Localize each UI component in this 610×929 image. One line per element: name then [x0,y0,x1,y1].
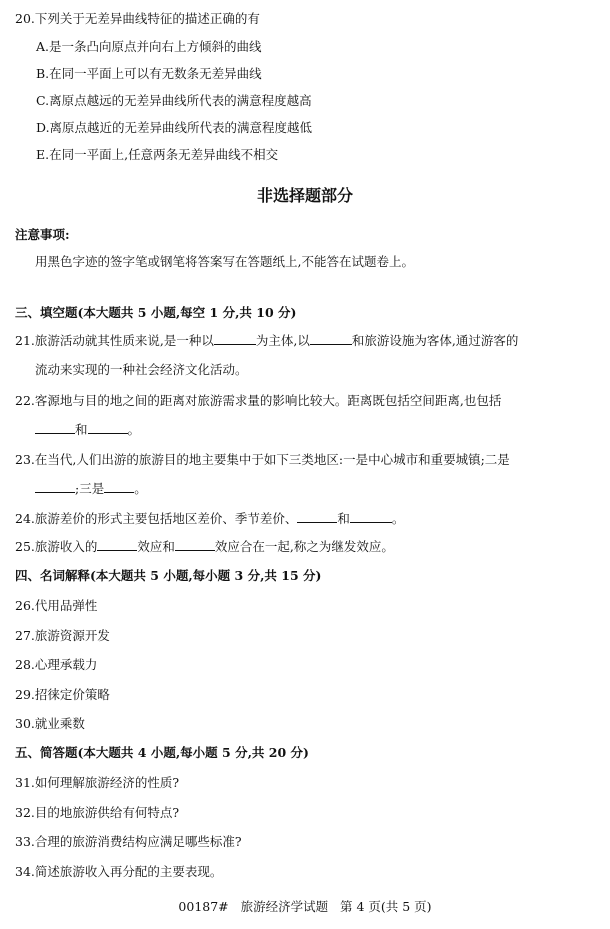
q33: 33.合理的旅游消费结构应满足哪些标准? [15,834,242,849]
q23-line1: 23.在当代,人们出游的旅游目的地主要集中于如下三类地区:一是中心城市和重要城镇;二是 [15,452,510,467]
q30: 30.就业乘数 [15,716,85,731]
q20-option-d: D.离原点越近的无差异曲线所代表的满意程度越低 [36,120,313,135]
notice-heading: 注意事项: [15,227,70,242]
q22-text-b: 和 [75,422,88,437]
q24-text-a: 24.旅游差价的形式主要包括地区差价、季节差价、 [15,511,298,526]
q21-text-c: 和旅游设施为客体,通过游客的 [351,333,519,348]
part3-heading: 三、填空题(本大题共 5 小题,每空 1 分,共 10 分) [15,305,297,320]
q32: 32.目的地旅游供给有何特点? [15,805,180,820]
q23-line2 [35,480,147,498]
q22-blank-1[interactable] [35,421,75,434]
q31: 31.如何理解旅游经济的性质? [15,775,180,790]
q25-blank-1[interactable] [97,538,137,551]
q20-stem: 20.下列关于无差异曲线特征的描述正确的有 [15,11,260,26]
q22-line1: 22.客源地与目的地之间的距离对旅游需求量的影响比较大。距离既包括空间距离,也包括 [15,393,502,408]
q21-blank-1[interactable] [214,332,256,345]
q21-line2: 流动来实现的一种社会经济文化活动。 [35,362,248,377]
q25-line [15,538,394,556]
q21-line1 [15,332,518,350]
q22-line2 [35,421,140,439]
q24-blank-2[interactable] [350,510,392,523]
q23-blank-1[interactable] [35,480,75,493]
q23-text-c: 。 [134,481,147,496]
q21-blank-2[interactable] [310,332,352,345]
q20-option-c: C.离原点越远的无差异曲线所代表的满意程度越高 [36,93,312,108]
q29: 29.招徕定价策略 [15,687,110,702]
q24-text-b: 和 [337,511,350,526]
q24-text-c: 。 [391,511,405,526]
q26: 26.代用品弹性 [15,598,98,613]
q20-option-a: A.是一条凸向原点并向右上方倾斜的曲线 [36,39,262,54]
q34: 34.简述旅游收入再分配的主要表现。 [15,864,223,879]
q24-blank-1[interactable] [297,510,337,523]
q21-text-b: 为主体,以 [255,333,310,348]
q28: 28.心理承载力 [15,657,98,672]
page-footer: 00187# 旅游经济学试题 第 4 页(共 5 页) [178,899,432,914]
part4-heading: 四、名词解释(本大题共 5 小题,每小题 3 分,共 15 分) [15,568,322,583]
notice-text: 用黑色字迹的签字笔或钢笔将答案写在答题纸上,不能答在试题卷上。 [35,254,414,269]
q23-blank-2[interactable] [104,480,134,493]
q25-blank-2[interactable] [175,538,215,551]
q23-text-b: ;三是 [75,481,105,496]
q25-text-c: 效应合在一起,称之为继发效应。 [214,539,394,554]
q24-line [15,510,404,528]
q22-blank-2[interactable] [88,421,128,434]
q22-text-c: 。 [127,422,141,437]
q21-text-a: 21.旅游活动就其性质来说,是一种以 [15,333,214,348]
q27: 27.旅游资源开发 [15,628,110,643]
q20-option-e: E.在同一平面上,任意两条无差异曲线不相交 [36,147,279,162]
section-title: 非选择题部分 [256,186,353,205]
q25-text-b: 效应和 [137,539,175,554]
part5-heading: 五、简答题(本大题共 4 小题,每小题 5 分,共 20 分) [15,745,309,760]
q25-text-a: 25.旅游收入的 [15,539,98,554]
q20-option-b: B.在同一平面上可以有无数条无差异曲线 [36,66,262,81]
